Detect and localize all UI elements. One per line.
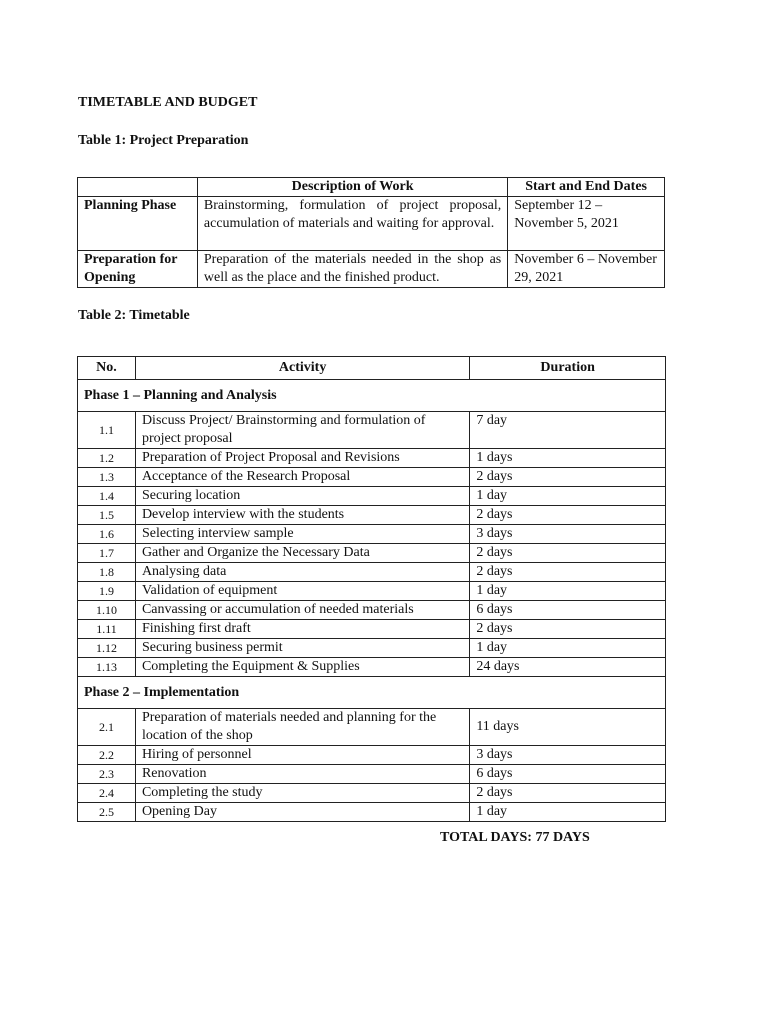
row-number: 1.3 xyxy=(78,468,136,487)
row-number: 2.2 xyxy=(78,746,136,765)
duration-cell: 2 days xyxy=(470,468,666,487)
duration-cell: 3 days xyxy=(470,525,666,544)
duration-cell: 1 day xyxy=(470,803,666,822)
table-row xyxy=(78,412,666,449)
document-heading: TIMETABLE AND BUDGET xyxy=(78,95,258,110)
duration-cell: 1 day xyxy=(470,487,666,506)
duration-cell: 1 day xyxy=(470,639,666,658)
dates-cell: September 12 – November 5, 2021 xyxy=(508,197,665,251)
table-row xyxy=(78,658,666,677)
header-cell: Description of Work xyxy=(197,178,507,197)
header-cell: Start and End Dates xyxy=(508,178,665,197)
row-number: 1.9 xyxy=(78,582,136,601)
table-row xyxy=(78,544,666,563)
table-header-row xyxy=(78,357,666,380)
duration-cell: 24 days xyxy=(470,658,666,677)
dates-cell: November 6 – November 29, 2021 xyxy=(508,251,665,288)
activity-cell: Validation of equipment xyxy=(135,582,469,601)
duration-cell: 1 days xyxy=(470,449,666,468)
header-cell: Duration xyxy=(470,357,666,380)
table-row xyxy=(78,620,666,639)
activity-cell: Gather and Organize the Necessary Data xyxy=(135,544,469,563)
row-number: 1.10 xyxy=(78,601,136,620)
activity-cell: Renovation xyxy=(135,765,469,784)
duration-cell: 2 days xyxy=(470,506,666,525)
row-number: 1.5 xyxy=(78,506,136,525)
table-row xyxy=(78,784,666,803)
activity-cell: Completing the study xyxy=(135,784,469,803)
activity-cell: Analysing data xyxy=(135,563,469,582)
table-row xyxy=(78,506,666,525)
activity-cell: Discuss Project/ Brainstorming and formulation of project proposal xyxy=(135,412,469,449)
row-number: 2.1 xyxy=(78,709,136,746)
table-row xyxy=(78,251,665,288)
row-number: 1.4 xyxy=(78,487,136,506)
phase-row xyxy=(78,380,666,412)
header-cell: No. xyxy=(78,357,136,380)
row-number: 1.2 xyxy=(78,449,136,468)
project-preparation-table xyxy=(77,177,665,288)
duration-cell: 7 day xyxy=(470,412,666,449)
activity-cell: Finishing first draft xyxy=(135,620,469,639)
activity-cell: Canvassing or accumulation of needed materials xyxy=(135,601,469,620)
phase-title: Phase 1 – Planning and Analysis xyxy=(78,380,666,412)
row-number: 1.7 xyxy=(78,544,136,563)
duration-cell: 11 days xyxy=(470,709,666,746)
activity-cell: Acceptance of the Research Proposal xyxy=(135,468,469,487)
table-row xyxy=(78,563,666,582)
duration-cell: 3 days xyxy=(470,746,666,765)
activity-cell: Preparation of Project Proposal and Revisions xyxy=(135,449,469,468)
phase-cell: Planning Phase xyxy=(78,197,198,251)
table-header-row xyxy=(78,178,665,197)
table-row xyxy=(78,449,666,468)
description-cell: Brainstorming, formulation of project proposal, accumulation of materials and waiting for approval. xyxy=(197,197,507,251)
header-cell: Activity xyxy=(135,357,469,380)
row-number: 1.6 xyxy=(78,525,136,544)
row-number: 2.3 xyxy=(78,765,136,784)
duration-cell: 2 days xyxy=(470,563,666,582)
table-row xyxy=(78,765,666,784)
header-cell xyxy=(78,178,198,197)
table-row xyxy=(78,487,666,506)
duration-cell: 6 days xyxy=(470,765,666,784)
duration-cell: 6 days xyxy=(470,601,666,620)
table-row xyxy=(78,468,666,487)
table-row xyxy=(78,601,666,620)
table-row xyxy=(78,639,666,658)
row-number: 1.11 xyxy=(78,620,136,639)
activity-cell: Opening Day xyxy=(135,803,469,822)
activity-cell: Preparation of materials needed and planning for the location of the shop xyxy=(135,709,469,746)
table-row xyxy=(78,803,666,822)
duration-cell: 2 days xyxy=(470,544,666,563)
table-row xyxy=(78,525,666,544)
activity-cell: Completing the Equipment & Supplies xyxy=(135,658,469,677)
row-number: 1.8 xyxy=(78,563,136,582)
table1-caption: Table 1: Project Preparation xyxy=(78,133,249,148)
activity-cell: Hiring of personnel xyxy=(135,746,469,765)
activity-cell: Develop interview with the students xyxy=(135,506,469,525)
phase-title: Phase 2 – Implementation xyxy=(78,677,666,709)
table-row xyxy=(78,582,666,601)
row-number: 2.5 xyxy=(78,803,136,822)
total-days: TOTAL DAYS: 77 DAYS xyxy=(440,830,590,845)
table-row xyxy=(78,197,665,251)
phase-row xyxy=(78,677,666,709)
duration-cell: 2 days xyxy=(470,784,666,803)
phase-cell: Preparation for Opening xyxy=(78,251,198,288)
duration-cell: 2 days xyxy=(470,620,666,639)
row-number: 2.4 xyxy=(78,784,136,803)
row-number: 1.12 xyxy=(78,639,136,658)
activity-cell: Selecting interview sample xyxy=(135,525,469,544)
table-row xyxy=(78,709,666,746)
description-cell: Preparation of the materials needed in the shop as well as the place and the finished product. xyxy=(197,251,507,288)
activity-cell: Securing business permit xyxy=(135,639,469,658)
row-number: 1.13 xyxy=(78,658,136,677)
activity-cell: Securing location xyxy=(135,487,469,506)
duration-cell: 1 day xyxy=(470,582,666,601)
row-number: 1.1 xyxy=(78,412,136,449)
table2-caption: Table 2: Timetable xyxy=(78,308,190,323)
table-row xyxy=(78,746,666,765)
timetable-table xyxy=(77,356,666,822)
